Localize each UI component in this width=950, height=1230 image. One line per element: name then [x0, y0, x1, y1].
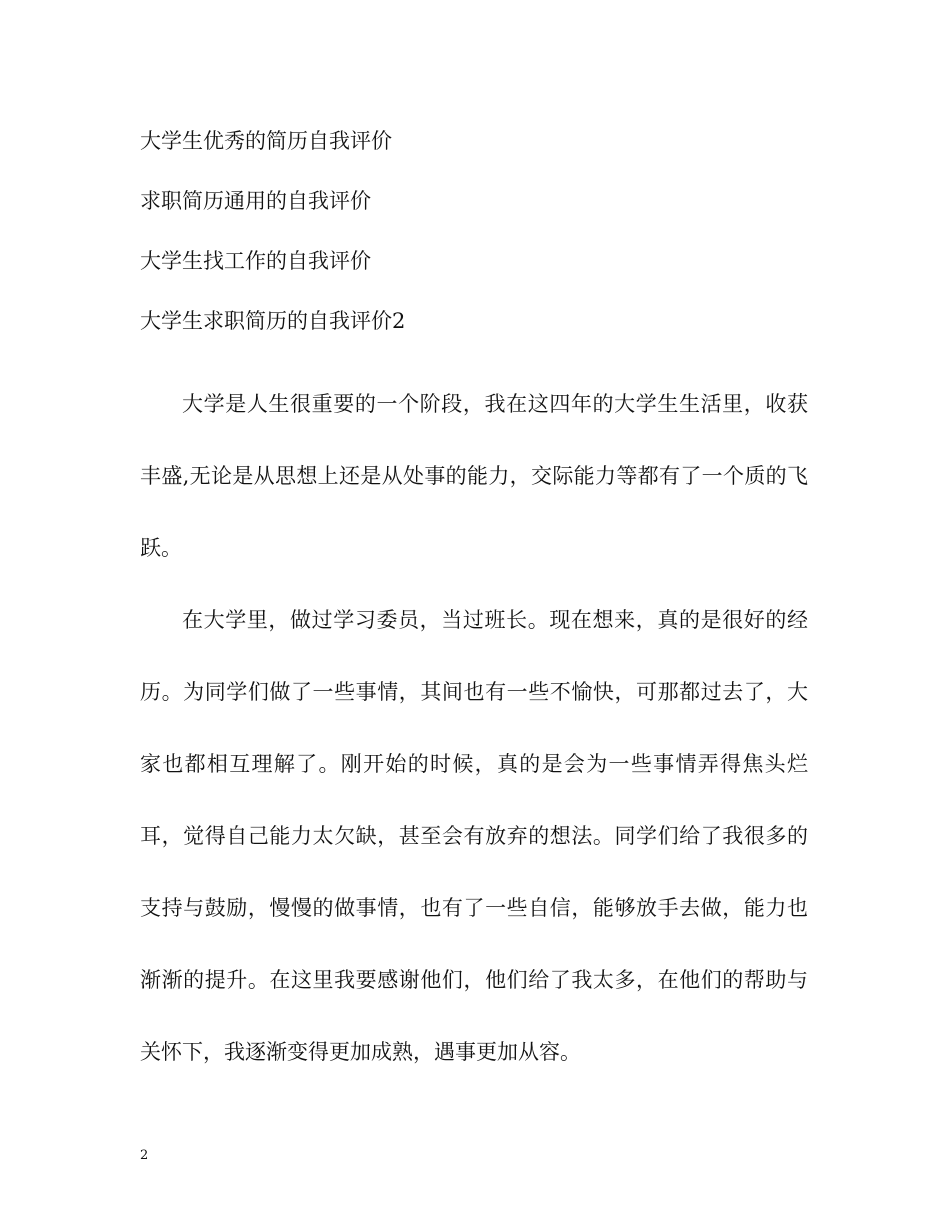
page-number: 2 — [140, 1148, 149, 1163]
related-article-link[interactable]: 求职简历通用的自我评价 — [140, 189, 371, 213]
related-article-link[interactable]: 大学生优秀的简历自我评价 — [140, 129, 392, 153]
body-paragraph: 在大学里，做过学习委员，当过班长。现在想来，真的是很好的经历。为同学们做了一些事情，其间也有一些不愉快，可那都过去了，大家也都相互理解了。刚开始的时候，真的是会为一些事情弄得焦头烂耳，觉得自己能力太欠缺，甚至会有放弃的想法。同学们给了我很多的支持与鼓励，慢慢的做事情，也有了一些自信，能够放手去做，能力也渐渐的提升。在这里我要感谢他们，他们给了我太多，在他们的帮助与关怀下，我逐渐变得更加成熟，遇事更加从容。 — [140, 608, 808, 1064]
related-article-link[interactable]: 大学生找工作的自我评价 — [140, 249, 371, 273]
related-articles-list — [140, 126, 820, 366]
related-article-link[interactable]: 大学生求职简历的自我评价2 — [140, 309, 406, 333]
body-paragraph: 大学是人生很重要的一个阶段，我在这四年的大学生生活里，收获丰盛,无论是从思想上还是从处事的能力，交际能力等都有了一个质的飞跃。 — [140, 392, 808, 560]
article-body — [140, 368, 808, 1088]
